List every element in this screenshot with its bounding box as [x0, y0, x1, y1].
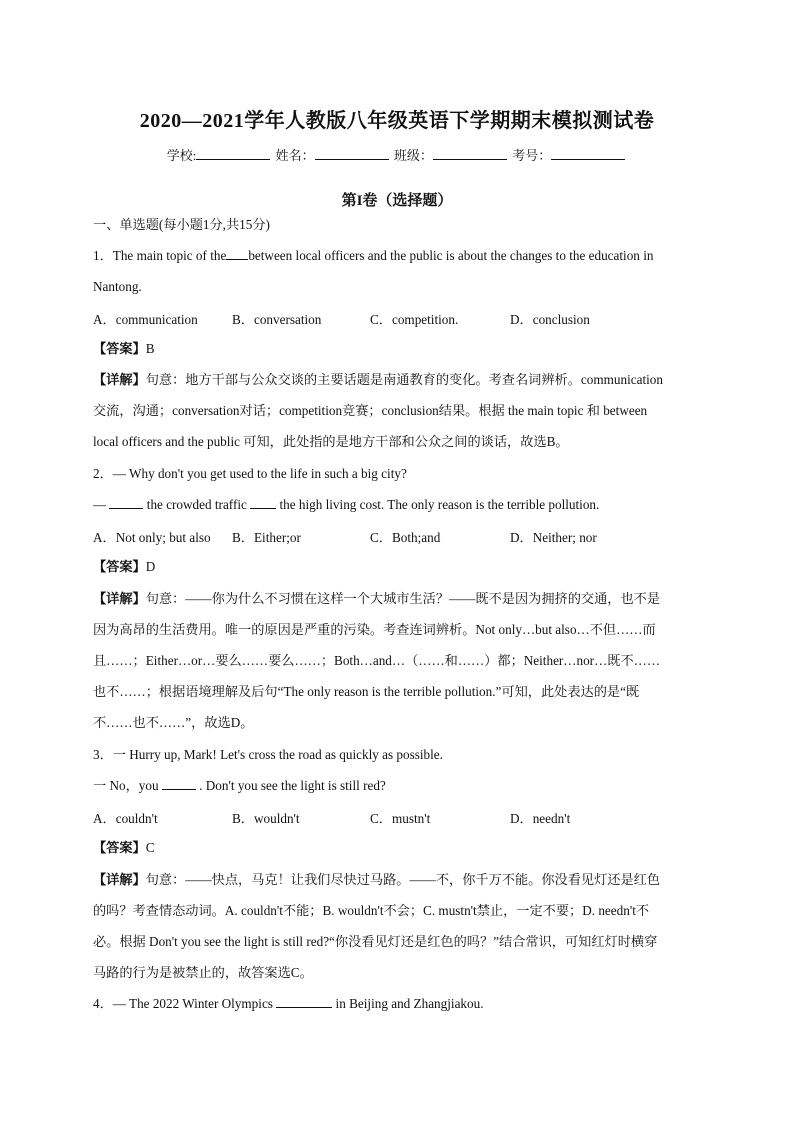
q3-option-a: A．couldn't [93, 811, 158, 826]
student-info-line [0, 145, 794, 164]
answer-blank [162, 777, 196, 790]
page-title: 2020—2021学年人教版八年级英语下学期期末模拟测试卷 [139, 110, 655, 132]
part-title: 一、单选题(每小题1分,共15分) [93, 217, 270, 232]
question-4-stem: 4．— The 2022 Winter Olympics in Beijing and Zhangjiakou. [93, 996, 484, 1011]
q2-detail-3: 且……；Either…or…要么……要么……；Both…and…（……和……）都；Neither…nor…既不…… [93, 653, 661, 668]
q1-answer: 【答案】B [93, 341, 155, 356]
q1-option-c: C．competition. [370, 312, 459, 327]
answer-blank [250, 496, 276, 509]
section-title: 第I卷（选择题） [341, 193, 453, 209]
q3-detail-1: 【详解】句意：——快点，马克！让我们尽快过马路。——不，你千万不能。你没看见灯还是红色 [93, 872, 661, 887]
q3-detail-2: 的吗？考查情态动词。A. couldn't不能；B. wouldn't不会；C. mustn't禁止，一定不要；D. needn't不 [93, 903, 650, 918]
q2-option-b: B．Either;or [232, 530, 301, 545]
class-blank[interactable] [433, 147, 507, 160]
q3-option-d: D．needn't [510, 811, 571, 826]
q2-detail-2: 因为高昂的生活费用。唯一的原因是严重的污染。考查连词辨析。Not only…but also…不但……而 [93, 622, 656, 637]
name-label: 姓名： [275, 148, 315, 163]
answer-blank [226, 247, 248, 260]
q1-option-d: D．conclusion [510, 312, 590, 327]
q3-detail-4: 马路的行为是被禁止的，故答案选C。 [93, 965, 313, 980]
name-blank[interactable] [315, 147, 389, 160]
question-1-stem: 1．The main topic of the between local officers and the public is about the changes to the education in [93, 248, 654, 263]
exam-no-blank[interactable] [551, 147, 625, 160]
q1-detail-2: 交流，沟通；conversation对话；competition竞赛；conclusion结果。根据 the main topic 和 between [93, 403, 648, 418]
q3-answer: 【答案】C [93, 840, 155, 855]
q2-detail-1: 【详解】句意：——你为什么不习惯在这样一个大城市生活？——既不是因为拥挤的交通，也不是 [93, 591, 661, 606]
question-2-stem-cont: — the crowded traffic the high living cost. The only reason is the terrible pollution. [93, 497, 600, 512]
exam-no-label: 考号： [512, 148, 552, 163]
q3-option-c: C．mustn't [370, 811, 431, 826]
question-3-stem: 3．一 Hurry up, Mark! Let's cross the road as quickly as possible. [93, 747, 443, 762]
q2-detail-5: 不……也不……”，故选D。 [93, 715, 254, 730]
answer-blank [276, 995, 332, 1008]
q2-option-a: A．Not only; but also [93, 530, 211, 545]
q1-detail-1: 【详解】句意：地方干部与公众交谈的主要话题是南通教育的变化。考查名词辨析。communication [93, 372, 663, 387]
question-1-stem-cont: Nantong. [93, 279, 142, 294]
school-label: 学校: [166, 148, 197, 163]
q1-option-b: B．conversation [232, 312, 322, 327]
question-3-stem-cont: 一 No，you . Don't you see the light is still red? [93, 778, 386, 793]
q2-option-d: D．Neither; nor [510, 530, 597, 545]
q3-option-b: B．wouldn't [232, 811, 300, 826]
q1-option-a: A．communication [93, 312, 198, 327]
answer-blank [109, 496, 143, 509]
class-label: 班级： [393, 148, 433, 163]
school-blank[interactable] [196, 147, 270, 160]
q2-detail-4: 也不……；根据语境理解及后句“The only reason is the terrible pollution.”可知，此处表达的是“既 [93, 684, 640, 699]
q3-detail-3: 必。根据 Don't you see the light is still red?“你没看见灯还是红色的吗？”结合常识，可知红灯时横穿 [93, 934, 658, 949]
question-2-stem: 2．— Why don't you get used to the life in such a big city? [93, 466, 407, 481]
q2-option-c: C．Both;and [370, 530, 441, 545]
q1-detail-3: local officers and the public 可知，此处指的是地方干部和公众之间的谈话，故选B。 [93, 434, 569, 449]
q2-answer: 【答案】D [93, 559, 156, 574]
